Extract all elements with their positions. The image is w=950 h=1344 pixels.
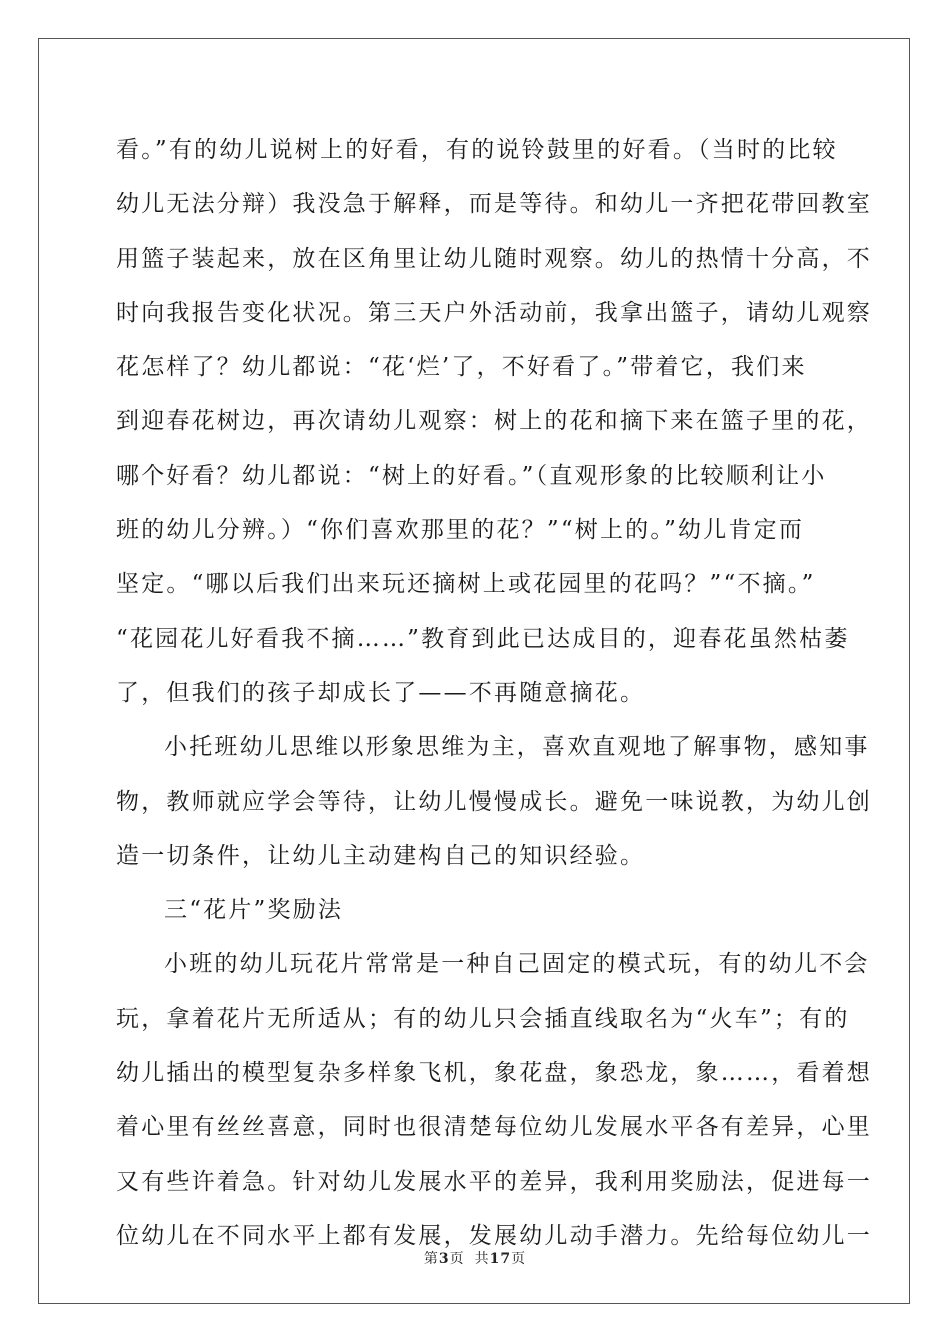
text-line: 物，教师就应学会等待，让幼儿慢慢成长。避免一味说教，为幼儿创 [116, 788, 872, 815]
text-line: 班的幼儿分辨。）“你们喜欢那里的花？”“树上的。”幼儿肯定而 [116, 517, 805, 544]
text-line: 幼儿插出的模型复杂多样象飞机，象花盘，象恐龙，象……，看着想 [116, 1060, 872, 1087]
current-page-number: 3 [438, 1251, 450, 1267]
page-prefix: 第 [423, 1251, 439, 1267]
text-line: 到迎春花树边，再次请幼儿观察：树上的花和摘下来在篮子里的花， [116, 408, 872, 435]
text-line: 着心里有丝丝喜意，同时也很清楚每位幼儿发展水平各有差异，心里 [116, 1114, 872, 1141]
text-line: 位幼儿在不同水平上都有发展，发展幼儿动手潜力。先给每位幼儿一 [116, 1222, 872, 1249]
total-page-count: 17 [489, 1251, 512, 1267]
document-body [116, 128, 872, 1268]
text-line: 哪个好看？幼儿都说：“树上的好看。”（直观形象的比较顺利让小 [116, 462, 827, 489]
text-line: 幼儿无法分辩）我没急于解释，而是等待。和幼儿一齐把花带回教室 [116, 191, 872, 218]
total-prefix: 共 [474, 1251, 490, 1267]
page-footer [0, 1248, 950, 1268]
text-line: 了，但我们的孩子却成长了——不再随意摘花。 [116, 679, 646, 706]
text-line: “花园花儿好看我不摘……”教育到此已达成目的，迎春花虽然枯萎 [116, 625, 850, 652]
text-line: 造一切条件，让幼儿主动建构自己的知识经验。 [116, 842, 646, 869]
section-heading: 三“花片”奖励法 [164, 897, 344, 924]
text-line: 坚定。“哪以后我们出来玩还摘树上或花园里的花吗？”“不摘。” [116, 571, 816, 598]
page-suffix: 页 [449, 1251, 465, 1267]
text-line: 看。”有的幼儿说树上的好看，有的说铃鼓里的好看。（当时的比较 [116, 137, 838, 163]
total-suffix: 页 [511, 1251, 527, 1267]
text-line: 时向我报告变化状况。第三天户外活动前，我拿出篮子，请幼儿观察 [116, 299, 872, 326]
paragraph-start-line: 小班的幼儿玩花片常常是一种自己固定的模式玩，有的幼儿不会 [164, 951, 870, 978]
paragraph-start-line: 小托班幼儿思维以形象思维为主，喜欢直观地了解事物，感知事 [164, 734, 870, 761]
text-line: 又有些许着急。针对幼儿发展水平的差异，我利用奖励法，促进每一 [116, 1168, 872, 1195]
text-line: 用篮子装起来，放在区角里让幼儿随时观察。幼儿的热情十分高，不 [116, 245, 872, 272]
text-line: 花怎样了？幼儿都说：“花‘烂’了，不好看了。”带着它，我们来 [116, 354, 807, 381]
text-line: 玩，拿着花片无所适从；有的幼儿只会插直线取名为“火车”；有的 [116, 1005, 850, 1032]
